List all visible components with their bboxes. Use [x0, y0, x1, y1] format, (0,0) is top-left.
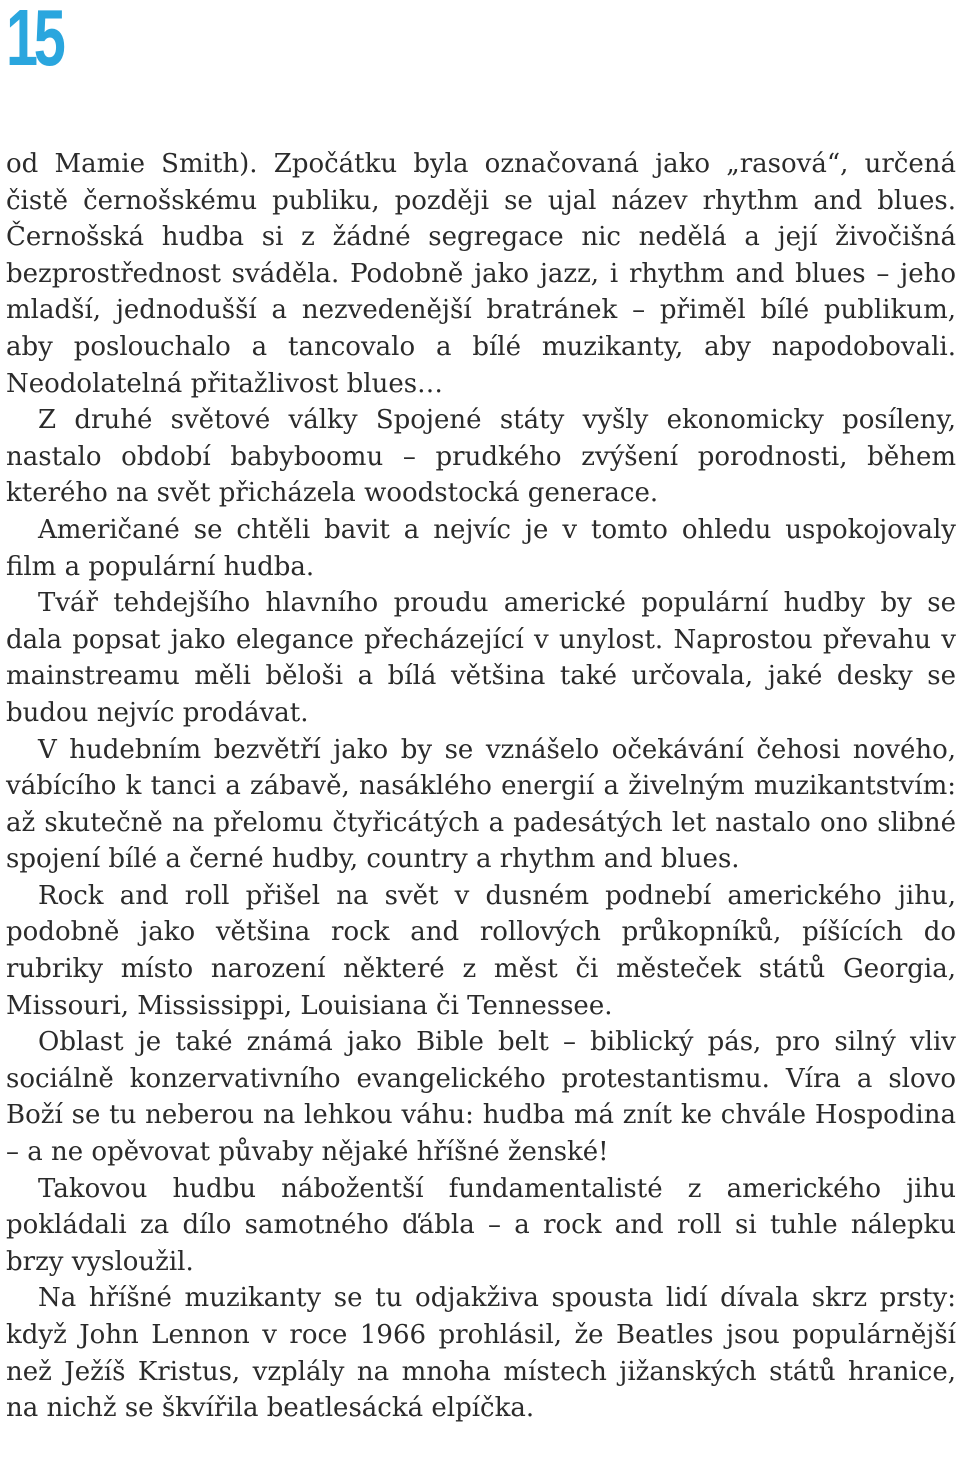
paragraph: Na hříšné muzikanty se tu odjakživa spousta lidí dívala skrz prsty: když John Lennon v roce 1966 prohlásil, že Beatles jsou populárnější než Ježíš Kristus, vzplály na mnoha místech jižanských států hranice, na nichž se škvířila beatlesácká elpíčka. [6, 1283, 956, 1424]
paragraph: Tvář tehdejšího hlavního proudu americké populární hudby by se dala popsat jako elegance přecházející v unylost. Naprostou převahu v mainstreamu měli běloši a bílá většina také určovala, jaké desky se budou nejvíc prodávat. [6, 588, 956, 728]
page-number: 15 [6, 0, 62, 82]
paragraph: Oblast je také známá jako Bible belt – biblický pás, pro silný vliv sociálně konzervativního evangelického protestantismu. Víra a slovo Boží se tu neberou na lehkou váhu: hudba má znít ke chvále Hospodina – a ne opěvovat půvaby nějaké hříšné ženské! [6, 1027, 956, 1168]
paragraph: Takovou hudbu nábožentší fundamentalisté z amerického jihu pokládali za dílo samotného ďábla – a rock and roll si tuhle nálepku brzy vysloužil. [6, 1173, 956, 1277]
paragraph: Rock and roll přišel na svět v dusném podnebí amerického jihu, podobně jako většina rock and rollových průkopníků, píšících do rubriky místo narození některé z měst či městeček států Georgia, Missouri, Mississippi, Louisiana či Tennessee. [6, 880, 956, 1021]
paragraph: Američané se chtěli bavit a nejvíc je v tomto ohledu uspokojovaly film a populární hudba. [6, 514, 956, 582]
paragraph: Z druhé světové války Spojené státy vyšly ekonomicky posíleny, nastalo období babyboomu – prudkého zvýšení porodnosti, během kterého na svět přicházela woodstocká generace. [6, 405, 956, 509]
paragraph: V hudebním bezvětří jako by se vznášelo očekávání čehosi nového, vábícího k tanci a zábavě, nasáklého energií a živelným muzikantstvím: až skutečně na přelomu čtyřicátých a padesátých let nastalo ono slibné spojení bílé a černé hudby, country a rhythm and blues. [6, 734, 956, 875]
paragraph: od Mamie Smith). Zpočátku byla označovaná jako „rasová“, určená čistě černošskému publiku, později se ujal název rhythm and blues. Černošská hudba si z žádné segregace nic nedělá a její živočišná bezprostřednost svádělа. Podobně jako jazz, i rhythm and blues – jeho mladší, jednodušší a nezvedenější bratránek – přiměl bílé publikum, aby poslouchalo a tancovalo a bílé muzikanty, aby napodobovali. Neodolatelná přitažlivost blues… [6, 149, 956, 399]
body-text [6, 146, 956, 1427]
